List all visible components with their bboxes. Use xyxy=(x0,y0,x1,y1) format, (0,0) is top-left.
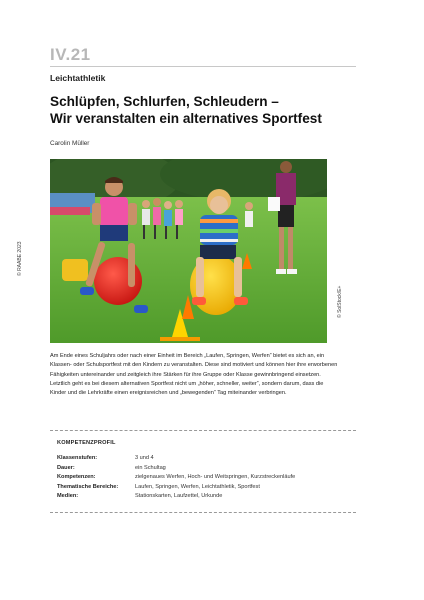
copyright-notice: © RAABE 2023 xyxy=(17,241,23,276)
profile-key: Thematische Bereiche: xyxy=(57,483,119,490)
header-divider xyxy=(50,66,356,67)
profile-bottom-divider xyxy=(50,512,356,513)
photo-credit: © SolStock/E+ xyxy=(337,285,343,318)
profile-value: ein Schultag xyxy=(135,464,166,471)
profile-row-topics xyxy=(57,483,347,493)
profile-key: Medien: xyxy=(57,493,79,499)
category-label: Leichtathletik xyxy=(50,73,106,83)
sports-day-photo xyxy=(50,159,327,343)
profile-heading: KOMPETENZPROFIL xyxy=(57,440,116,446)
profile-key: Klassenstufen: xyxy=(57,455,98,461)
intro-paragraph: Am Ende eines Schuljahrs oder nach einer Einheit im Bereich „Laufen, Springen, Werfen“ bietet es sich an, ein Klassen- oder Schulsportfest mit den Kindern zu veranstalten. Diese sind motiviert und können hier ihre erworbenen Fähigkeiten untereinander und zeitgleich ihre Stärken für ihre Gruppe oder Klasse gewinnbringend einsetzen. Letztlich geht es bei diesem alternativen Sportfest nicht um „höher, schneller, weiter“, sondern darum, dass die Kinder und die Lehrkräfte einen ereignisreichen und „bewegenden“ Tag miteinander verbringen. xyxy=(50,353,338,397)
profile-value: Stationskarten, Laufzettel, Urkunde xyxy=(135,493,223,499)
profile-row-duration xyxy=(57,464,347,474)
profile-value: zielgenaues Werfen, Hoch- und Weitspringen, Kurzstreckenläufe xyxy=(135,474,296,480)
profile-row-competencies xyxy=(57,473,347,483)
competence-profile xyxy=(57,454,347,502)
profile-value: 3 und 4 xyxy=(135,455,154,461)
title-line-1: Schlüpfen, Schlurfen, Schleudern – xyxy=(50,94,279,109)
profile-row-grades xyxy=(57,454,347,464)
chapter-number: IV.21 xyxy=(50,45,91,64)
profile-row-media xyxy=(57,492,347,502)
author-name: Carolin Müller xyxy=(50,140,90,147)
page-title xyxy=(50,93,370,127)
profile-key: Kompetenzen: xyxy=(57,474,96,480)
profile-top-divider xyxy=(50,430,356,431)
profile-value: Laufen, Springen, Werfen, Leichtathletik, Sportfest xyxy=(135,483,260,490)
yellow-bag xyxy=(62,259,88,281)
profile-key: Dauer: xyxy=(57,464,75,471)
title-line-2: Wir veranstalten ein alternatives Sportfest xyxy=(50,111,322,126)
